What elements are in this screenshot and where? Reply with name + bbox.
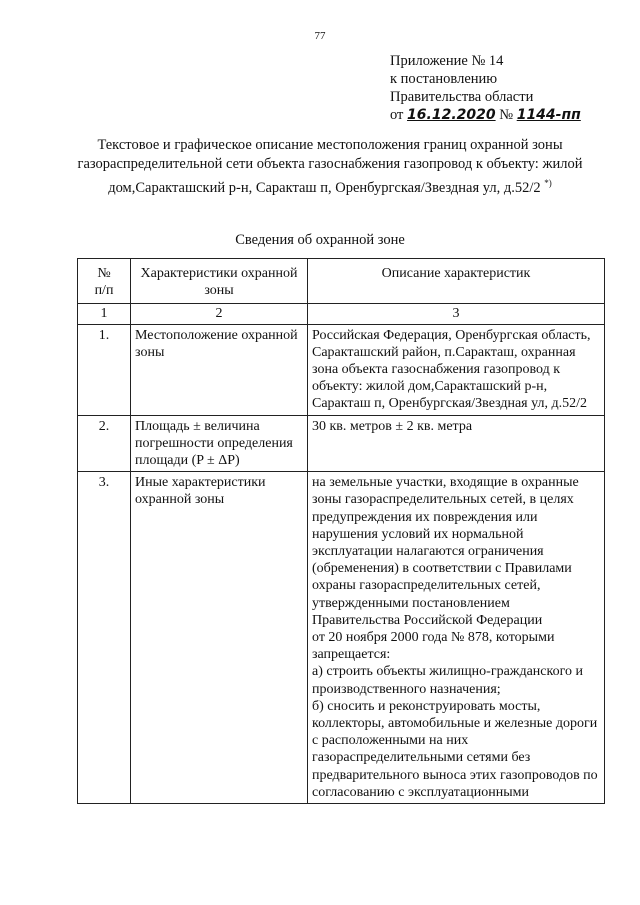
row-name: Иные характеристики охранной зоны [131,472,308,804]
appendix-line-1: Приложение № 14 [390,53,504,69]
date-prefix: от [390,107,404,123]
row-description: на земельные участки, входящие в охранные зоны газораспределительных сетей, в целях предупреждения их повреждения или нарушения условий их нормальной эксплуатации налагаются ограничения (обременения) в соответствии с Правилами охраны газораспределительных сетей, утвержденными постановлением Правительства Российской Федерации от 20 ноября 2000 года № 878, которыми запрещается: а) строить объекты жилищно-гражданского и производственного назначения; б) сносить и реконструировать мосты, коллекторы, автомобильные и железные дороги с расположенными на них газораспределительными сетями без предварительного выноса этих газопроводов по согласованию с эксплуатационными [308,472,605,804]
row-name: Местоположение охранной зоны [131,324,308,415]
index-cell-2: 2 [131,304,308,324]
table-header-row [78,259,605,304]
handwritten-number: 1144-пп [516,107,581,123]
document-title [60,136,600,198]
table-row [78,472,605,804]
header-characteristics: Характеристики охранной зоны [131,259,308,304]
handwritten-date: 16.12.2020 [407,107,496,123]
row-description: 30 кв. метров ± 2 кв. метра [308,415,605,472]
row-number: 2. [78,415,131,472]
row-number: 3. [78,472,131,804]
zone-info-table [77,258,605,804]
appendix-date-line [390,106,581,124]
index-cell-1: 1 [78,304,131,324]
header-number: № п/п [78,259,131,304]
title-text: Текстовое и графическое описание местоположения границ охранной зоны газораспределительной сети объекта газоснабжения газопровод к объекту: жилой дом,Саракташский р-н, Саракташ п, Оренбургская/Звездная ул, д.52/2 [77,137,583,196]
table-row [78,324,605,415]
row-description: Российская Федерация, Оренбургская область, Саракташский район, п.Саракташ, охранная зона объекта газоснабжения газопровод к объекту: жилой дом,Саракташский р-н, Саракташ п, Оренбургская/Звездная ул, д.52/2 [308,324,605,415]
appendix-line-3: Правительства области [390,89,534,105]
appendix-block [390,52,581,124]
header-description: Описание характеристик [308,259,605,304]
section-subtitle: Сведения об охранной зоне [235,232,405,248]
index-cell-3: 3 [308,304,605,324]
table-row [78,415,605,472]
row-name: Площадь ± величина погрешности определения площади (P ± ΔP) [131,415,308,472]
title-footnote-mark: *) [544,178,552,188]
page-number: 77 [314,30,326,42]
table-index-row [78,304,605,324]
row-number: 1. [78,324,131,415]
number-sign: № [499,107,514,123]
appendix-line-2: к постановлению [390,71,498,87]
